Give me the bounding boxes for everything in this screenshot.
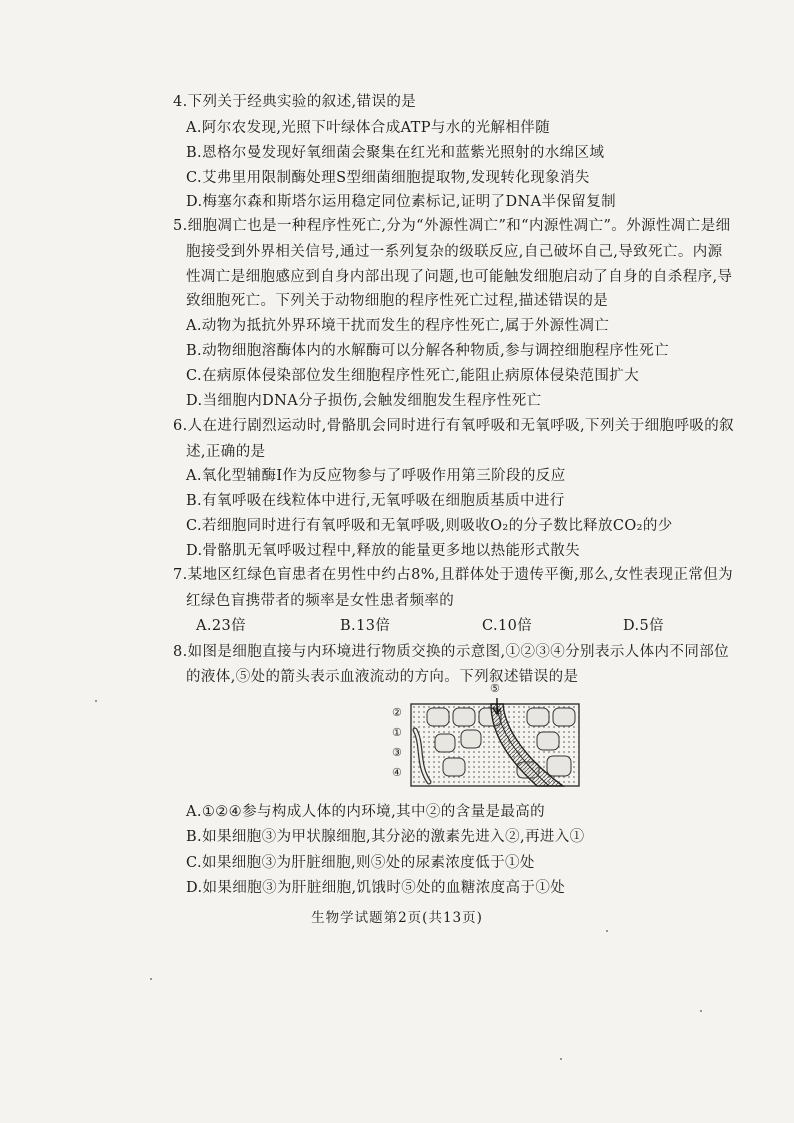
q6-option-d: D.骨骼肌无氧呼吸过程中,释放的能量更多地以热能形式散失 [186,543,581,559]
label-2: ② [392,706,402,719]
q8-option-a: A.①②④参与构成人体的内环境,其中②的含量是最高的 [186,804,546,820]
q6-option-b: B.有氧呼吸在线粒体中进行,无氧呼吸在细胞质基质中进行 [186,493,565,509]
scan-speck [95,700,97,702]
page-footer: 生物学试题第2页(共13页) [311,910,483,926]
q5-stem-line-2: 胞接受到外界相关信号,通过一系列复杂的级联反应,自己破坏自己,导致死亡。内源 [186,244,723,260]
q5-stem-line-4: 致细胞死亡。下列关于动物细胞的程序性死亡过程,描述错误的是 [186,293,609,309]
q4-stem: 4.下列关于经典实验的叙述,错误的是 [173,94,417,110]
q7-option-a: A.23倍 [196,618,247,634]
scan-speck [150,978,152,980]
q8-stem-line-1: 8.如图是细胞直接与内环境进行物质交换的示意图,①②③④分别表示人体内不同部位 [173,644,730,660]
q4-option-c: C.艾弗里用限制酶处理S型细菌细胞提取物,发现转化现象消失 [186,170,590,186]
q4-option-b: B.恩格尔曼发现好氧细菌会聚集在红光和蓝紫光照射的水绵区域 [186,145,605,161]
q7-stem-line-1: 7.某地区红绿色盲患者在男性中约占8%,且群体处于遗传平衡,那么,女性表现正常但为 [173,567,734,583]
label-5: ⑤ [490,682,500,695]
label-1: ① [392,726,402,739]
label-4: ④ [392,766,402,779]
q7-stem-line-2: 红绿色盲携带者的频率是女性患者频率的 [186,593,455,609]
q4-option-a: A.阿尔农发现,光照下叶绿体合成ATP与水的光解相伴随 [186,120,551,136]
q5-option-b: B.动物细胞溶酶体内的水解酶可以分解各种物质,参与调控细胞程序性死亡 [186,343,669,359]
q7-option-c: C.10倍 [482,618,533,634]
q6-stem-line-2: 述,正确的是 [186,444,266,460]
q6-option-c: C.若细胞同时进行有氧呼吸和无氧呼吸,则吸收O₂的分子数比释放CO₂的少 [186,518,673,534]
q7-option-d: D.5倍 [623,618,665,634]
label-3: ③ [392,746,402,759]
q5-stem-line-3: 性凋亡是细胞感应到自身内部出现了问题,也可能触发细胞启动了自身的自杀程序,导 [186,269,733,285]
scan-speck [560,1058,562,1060]
q5-option-c: C.在病原体侵染部位发生细胞程序性死亡,能阻止病原体侵染范围扩大 [186,368,640,384]
scan-speck [700,1010,702,1012]
q5-stem-line-1: 5.细胞凋亡也是一种程序性死亡,分为“外源性凋亡”和“内源性凋亡”。外源性凋亡是细 [173,218,731,234]
q4-option-d: D.梅塞尔森和斯塔尔运用稳定同位素标记,证明了DNA半保留复制 [186,194,617,210]
q6-stem-line-1: 6.人在进行剧烈运动时,骨骼肌会同时进行有氧呼吸和无氧呼吸,下列关于细胞呼吸的叙 [173,418,735,434]
q5-option-d: D.当细胞内DNA分子损伤,会触发细胞发生程序性死亡 [186,393,542,409]
q7-option-b: B.13倍 [340,618,391,634]
q8-stem-line-2: 的液体,⑤处的箭头表示血液流动的方向。下列叙述错误的是 [186,669,579,685]
q8-option-b: B.如果细胞③为甲状腺细胞,其分泌的激素先进入②,再进入① [186,829,585,845]
scan-speck [606,930,608,932]
q8-option-d: D.如果细胞③为肝脏细胞,饥饿时⑤处的血糖浓度高于①处 [186,880,566,896]
tissue-diagram-svg [387,690,587,788]
tissue-exchange-diagram [387,682,587,788]
q6-option-a: A.氧化型辅酶Ⅰ作为反应物参与了呼吸作用第三阶段的反应 [186,468,566,484]
q8-option-c: C.如果细胞③为肝脏细胞,则⑤处的尿素浓度低于①处 [186,855,535,871]
q5-option-a: A.动物为抵抗外界环境干扰而发生的程序性死亡,属于外源性凋亡 [186,318,610,334]
